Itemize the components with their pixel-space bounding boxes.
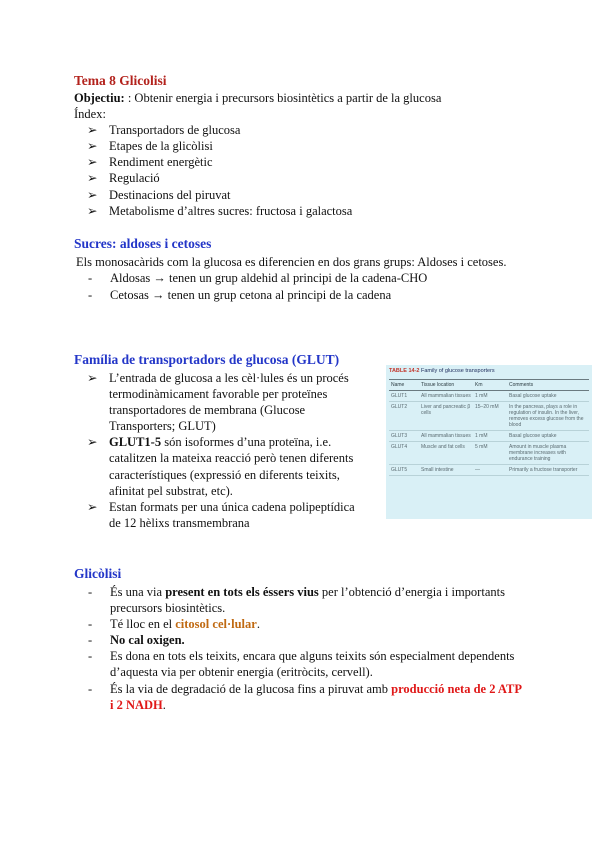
glut-bullet-2-line: característiques (expressió en diferents teixits, [109,468,340,482]
table-cell: Liver and pancreatic β cells [419,402,473,431]
glicolisi-item-1: - És una via present en tots els éssers vius per l’obtenció d’energia i importants [88,585,505,599]
section-heading-glut: Família de transportadors de glucosa (GLUT) [74,352,340,367]
table-cell: Amount in muscle plasma membrane increases with endurance training [507,442,589,465]
glut-bullet-2-line: catalitzen la mateixa reacció però tenen diferents [109,451,354,465]
dash-bullet: - [88,617,93,631]
page-title: Tema 8 Glicolisi [74,73,167,88]
glut-table [389,379,589,476]
objective-text: : Obtenir energia i precursors biosintètics a partir de la glucosa [127,91,442,105]
dash-bullet: - [88,271,93,285]
table-cell: GLUT2 [389,402,419,431]
list-item: - Aldosas → tenen un grup aldehid al principi de la cadena-CHO [88,271,428,285]
dash-bullet: - [88,649,93,663]
glut-bullet-1: ➢ L’entrada de glucosa a les cèl·lules és un procés [87,371,349,385]
glicolisi-item-5: - És la via de degradació de la glucosa fins a piruvat amb producció neta de 2 ATP [88,682,522,696]
glut-bullet-3: ➢ Estan formats per una única cadena polipeptídica [87,500,355,514]
table-cell: Muscle and fat cells [419,442,473,465]
table-cell: — [473,465,507,476]
figure-tag: TABLE 14-2 [389,368,420,374]
index-item: ➢ Rendiment energètic [87,155,213,169]
index-item: ➢ Regulació [87,171,160,185]
objective-line [74,90,441,106]
glicolisi-item-5-line: i 2 NADH. [110,698,166,712]
column-header: Km [473,380,507,391]
table-cell: 15–20 mM [473,402,507,431]
index-item: ➢ Metabolisme d’altres sucres: fructosa i galactosa [87,204,353,218]
index-item: ➢ Etapes de la glicòlisi [87,139,213,153]
table-cell: All mammalian tissues [419,431,473,442]
index-item: ➢ Transportadors de glucosa [87,123,241,137]
glicolisi-item-3: - No cal oxigen. [88,633,185,647]
dash-bullet: - [88,633,93,647]
figure-caption-text: Family of glucose transporters [421,368,495,374]
figure-caption [389,368,495,374]
arrow-bullet-icon: ➢ [87,139,98,153]
index-label: Índex: [74,107,106,121]
glut-bullet-1-line: termodinàmicament favorable per proteïnes [109,387,328,401]
glicolisi-item-4: - Es dona en tots els teixits, encara que alguns teixits són especialment dependents [88,649,515,663]
glicolisi-item-2: - Té lloc en el citosol cel·lular. [88,617,260,631]
list-item: - Cetosas → tenen un grup cetona al principi de la cadena [88,288,392,302]
table-cell: GLUT3 [389,431,419,442]
arrow-bullet-icon: ➢ [87,123,98,137]
table-cell: 1 mM [473,391,507,402]
glicolisi-item-4-line: d’aquesta via per obtenir energia (eritròcits, cervell). [110,665,373,679]
table-row [389,442,589,465]
column-header: Comments [507,380,589,391]
dash-bullet: - [88,288,93,302]
table-cell: GLUT1 [389,391,419,402]
arrow-bullet-icon: ➢ [87,188,98,202]
arrow-bullet-icon: ➢ [87,171,98,185]
arrow-bullet-icon: ➢ [87,371,98,385]
table-cell: 1 mM [473,431,507,442]
table-cell: Basal glucose uptake [507,431,589,442]
glut-bullet-1-line: transportadores de membrana (Glucose [109,403,306,417]
section-heading-glicolisi: Glicòlisi [74,566,122,581]
table-cell: GLUT5 [389,465,419,476]
index-item: ➢ Destinacions del piruvat [87,188,231,202]
sucres-intro: Els monosacàrids com la glucosa es diferencien en dos grans grups: Aldoses i cetoses. [76,255,507,269]
table-cell: Small intestine [419,465,473,476]
table-cell: All mammalian tissues [419,391,473,402]
glicolisi-item-1-line: precursors biosintètics. [110,601,226,615]
arrow-bullet-icon: ➢ [87,204,98,218]
table-cell: In the pancreas, plays a role in regulation of insulin. In the liver, removes excess glucose from the blood [507,402,589,431]
glut-bullet-3-line: de 12 hèlixs transmembrana [109,516,250,530]
column-header: Tissue location [419,380,473,391]
arrow-bullet-icon: ➢ [87,500,98,514]
glut-table-figure [386,365,592,519]
table-row [389,431,589,442]
table-cell: Basal glucose uptake [507,391,589,402]
table-row [389,402,589,431]
table-cell: GLUT4 [389,442,419,465]
table-cell: Primarily a fructose transporter [507,465,589,476]
column-header: Name [389,380,419,391]
objective-label: Objectiu: [74,91,125,105]
glut-bullet-1-line: Transporters; GLUT) [109,419,216,433]
dash-bullet: - [88,585,93,599]
table-row [389,465,589,476]
glut-bullet-2: ➢ GLUT1-5 són isoformes d’una proteïna, i.e. [87,435,332,449]
table-row [389,391,589,402]
arrow-bullet-icon: ➢ [87,435,98,449]
dash-bullet: - [88,682,93,696]
table-cell: 5 mM [473,442,507,465]
table-header-row [389,380,589,391]
section-heading-sucres: Sucres: aldoses i cetoses [74,236,212,251]
arrow-bullet-icon: ➢ [87,155,98,169]
glut-bullet-2-line: afinitat pel substrat, etc). [109,484,233,498]
